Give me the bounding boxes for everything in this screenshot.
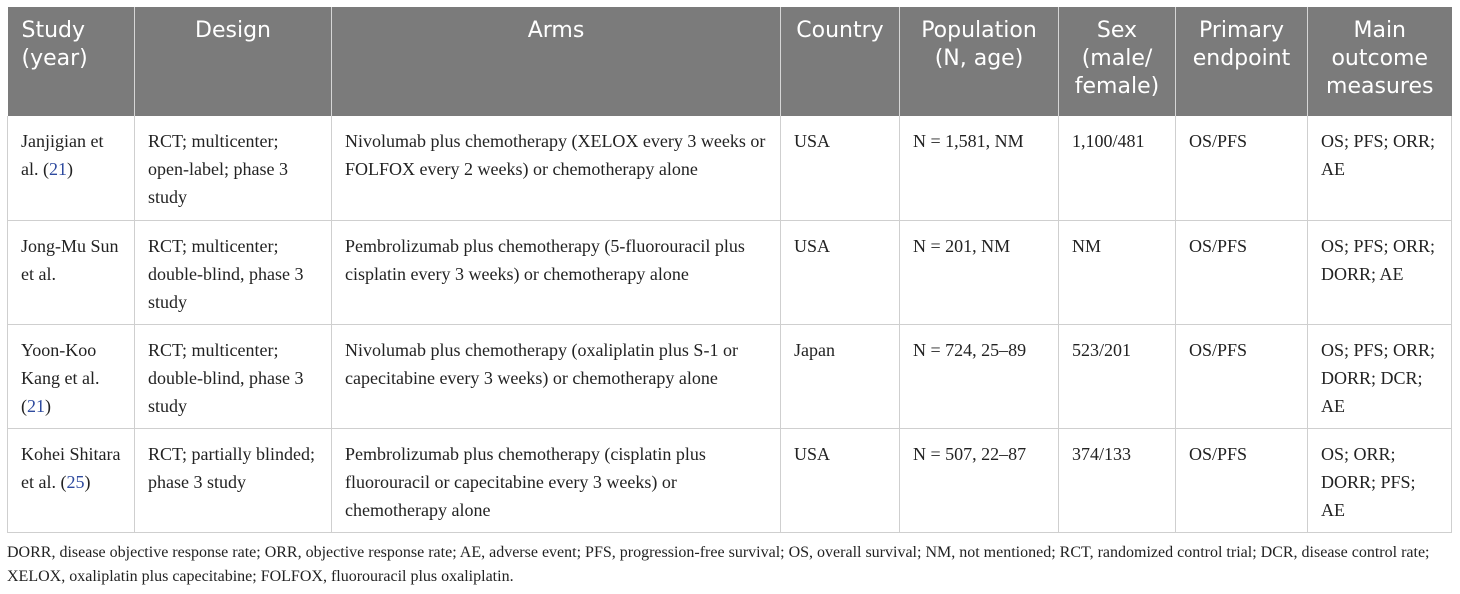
population-cell: N = 724, 25–89 <box>900 324 1059 428</box>
arms-cell: Nivolumab plus chemotherapy (XELOX every 3 weeks or FOLFOX every 2 weeks) or chemotherapy alone <box>332 116 781 220</box>
reference-close-paren: ) <box>66 159 73 179</box>
arms-cell: Nivolumab plus chemotherapy (oxaliplatin plus S-1 or capecitabine every 3 weeks) or chemotherapy alone <box>332 324 781 428</box>
study-cell <box>8 428 135 532</box>
population-cell: N = 1,581, NM <box>900 116 1059 220</box>
header-outcome-measures: Main outcome measures <box>1308 7 1452 116</box>
arms-cell: Pembrolizumab plus chemotherapy (5-fluorouracil plus cisplatin every 3 weeks) or chemotherapy alone <box>332 220 781 324</box>
study-author: Kohei Shitara <box>21 443 121 464</box>
sex-cell: NM <box>1059 220 1176 324</box>
header-population: Population (N, age) <box>900 7 1059 116</box>
study-author: Yoon-Koo <box>21 339 97 360</box>
sex-cell: 1,100/481 <box>1059 116 1176 220</box>
primary-endpoint-cell: OS/PFS <box>1176 324 1308 428</box>
study-characteristics-table <box>7 7 1452 533</box>
arms-cell: Pembrolizumab plus chemotherapy (cisplatin plus fluorouracil or capecitabine every 3 weeks) or chemotherapy alone <box>332 428 781 532</box>
sex-cell: 374/133 <box>1059 428 1176 532</box>
primary-endpoint-cell: OS/PFS <box>1176 220 1308 324</box>
study-author-suffix: et al. ( <box>21 471 67 492</box>
table-row <box>8 324 1452 428</box>
header-design: Design <box>135 7 332 116</box>
study-author: Jong-Mu <box>21 235 87 256</box>
study-cell <box>8 116 135 220</box>
study-cell <box>8 220 135 324</box>
reference-link[interactable]: 21 <box>27 395 45 416</box>
table-row <box>8 428 1452 532</box>
outcome-measures-cell: OS; PFS; ORR; DORR; AE <box>1308 220 1452 324</box>
primary-endpoint-cell: OS/PFS <box>1176 428 1308 532</box>
population-cell: N = 507, 22–87 <box>900 428 1059 532</box>
header-row <box>8 7 1452 116</box>
outcome-measures-cell: OS; PFS; ORR; DORR; DCR; AE <box>1308 324 1452 428</box>
sex-cell: 523/201 <box>1059 324 1176 428</box>
reference-close-paren: ) <box>84 471 91 492</box>
header-country: Country <box>781 7 900 116</box>
study-author-suffix: Kang et al. ( <box>21 367 100 416</box>
header-primary-endpoint: Primary endpoint <box>1176 7 1308 116</box>
population-cell: N = 201, NM <box>900 220 1059 324</box>
study-author-suffix: et al. ( <box>21 131 104 179</box>
study-cell <box>8 324 135 428</box>
design-cell: RCT; multicenter; double-blind, phase 3 study <box>135 324 332 428</box>
country-cell: Japan <box>781 324 900 428</box>
study-author: Janjigian <box>21 131 86 151</box>
table-row <box>8 220 1452 324</box>
outcome-measures-cell: OS; PFS; ORR; AE <box>1308 116 1452 220</box>
country-cell: USA <box>781 428 900 532</box>
outcome-measures-cell: OS; ORR; DORR; PFS; AE <box>1308 428 1452 532</box>
design-cell: RCT; partially blinded; phase 3 study <box>135 428 332 532</box>
table-row <box>8 116 1452 220</box>
reference-link[interactable]: 25 <box>66 471 85 492</box>
reference-close-paren: ) <box>45 395 51 416</box>
reference-link[interactable]: 21 <box>48 159 67 179</box>
primary-endpoint-cell: OS/PFS <box>1176 116 1308 220</box>
study-table-container <box>7 7 1451 533</box>
design-cell: RCT; multicenter; open-label; phase 3 study <box>135 116 332 220</box>
study-author-suffix: Sun et al. <box>21 235 119 284</box>
country-cell: USA <box>781 116 900 220</box>
country-cell: USA <box>781 220 900 324</box>
header-study: Study (year) <box>8 7 135 116</box>
header-arms: Arms <box>332 7 781 116</box>
design-cell: RCT; multicenter; double-blind, phase 3 study <box>135 220 332 324</box>
header-sex: Sex (male/ female) <box>1059 7 1176 116</box>
table-footnote: DORR, disease objective response rate; ORR, objective response rate; AE, adverse event; PFS, progression-free survival; OS, overall survival; NM, not mentioned; RCT, randomized control trial; DCR, disease control rate; XELOX, oxaliplatin plus capecitabine; FOLFOX, fluorouracil plus oxaliplatin. <box>7 544 1430 585</box>
